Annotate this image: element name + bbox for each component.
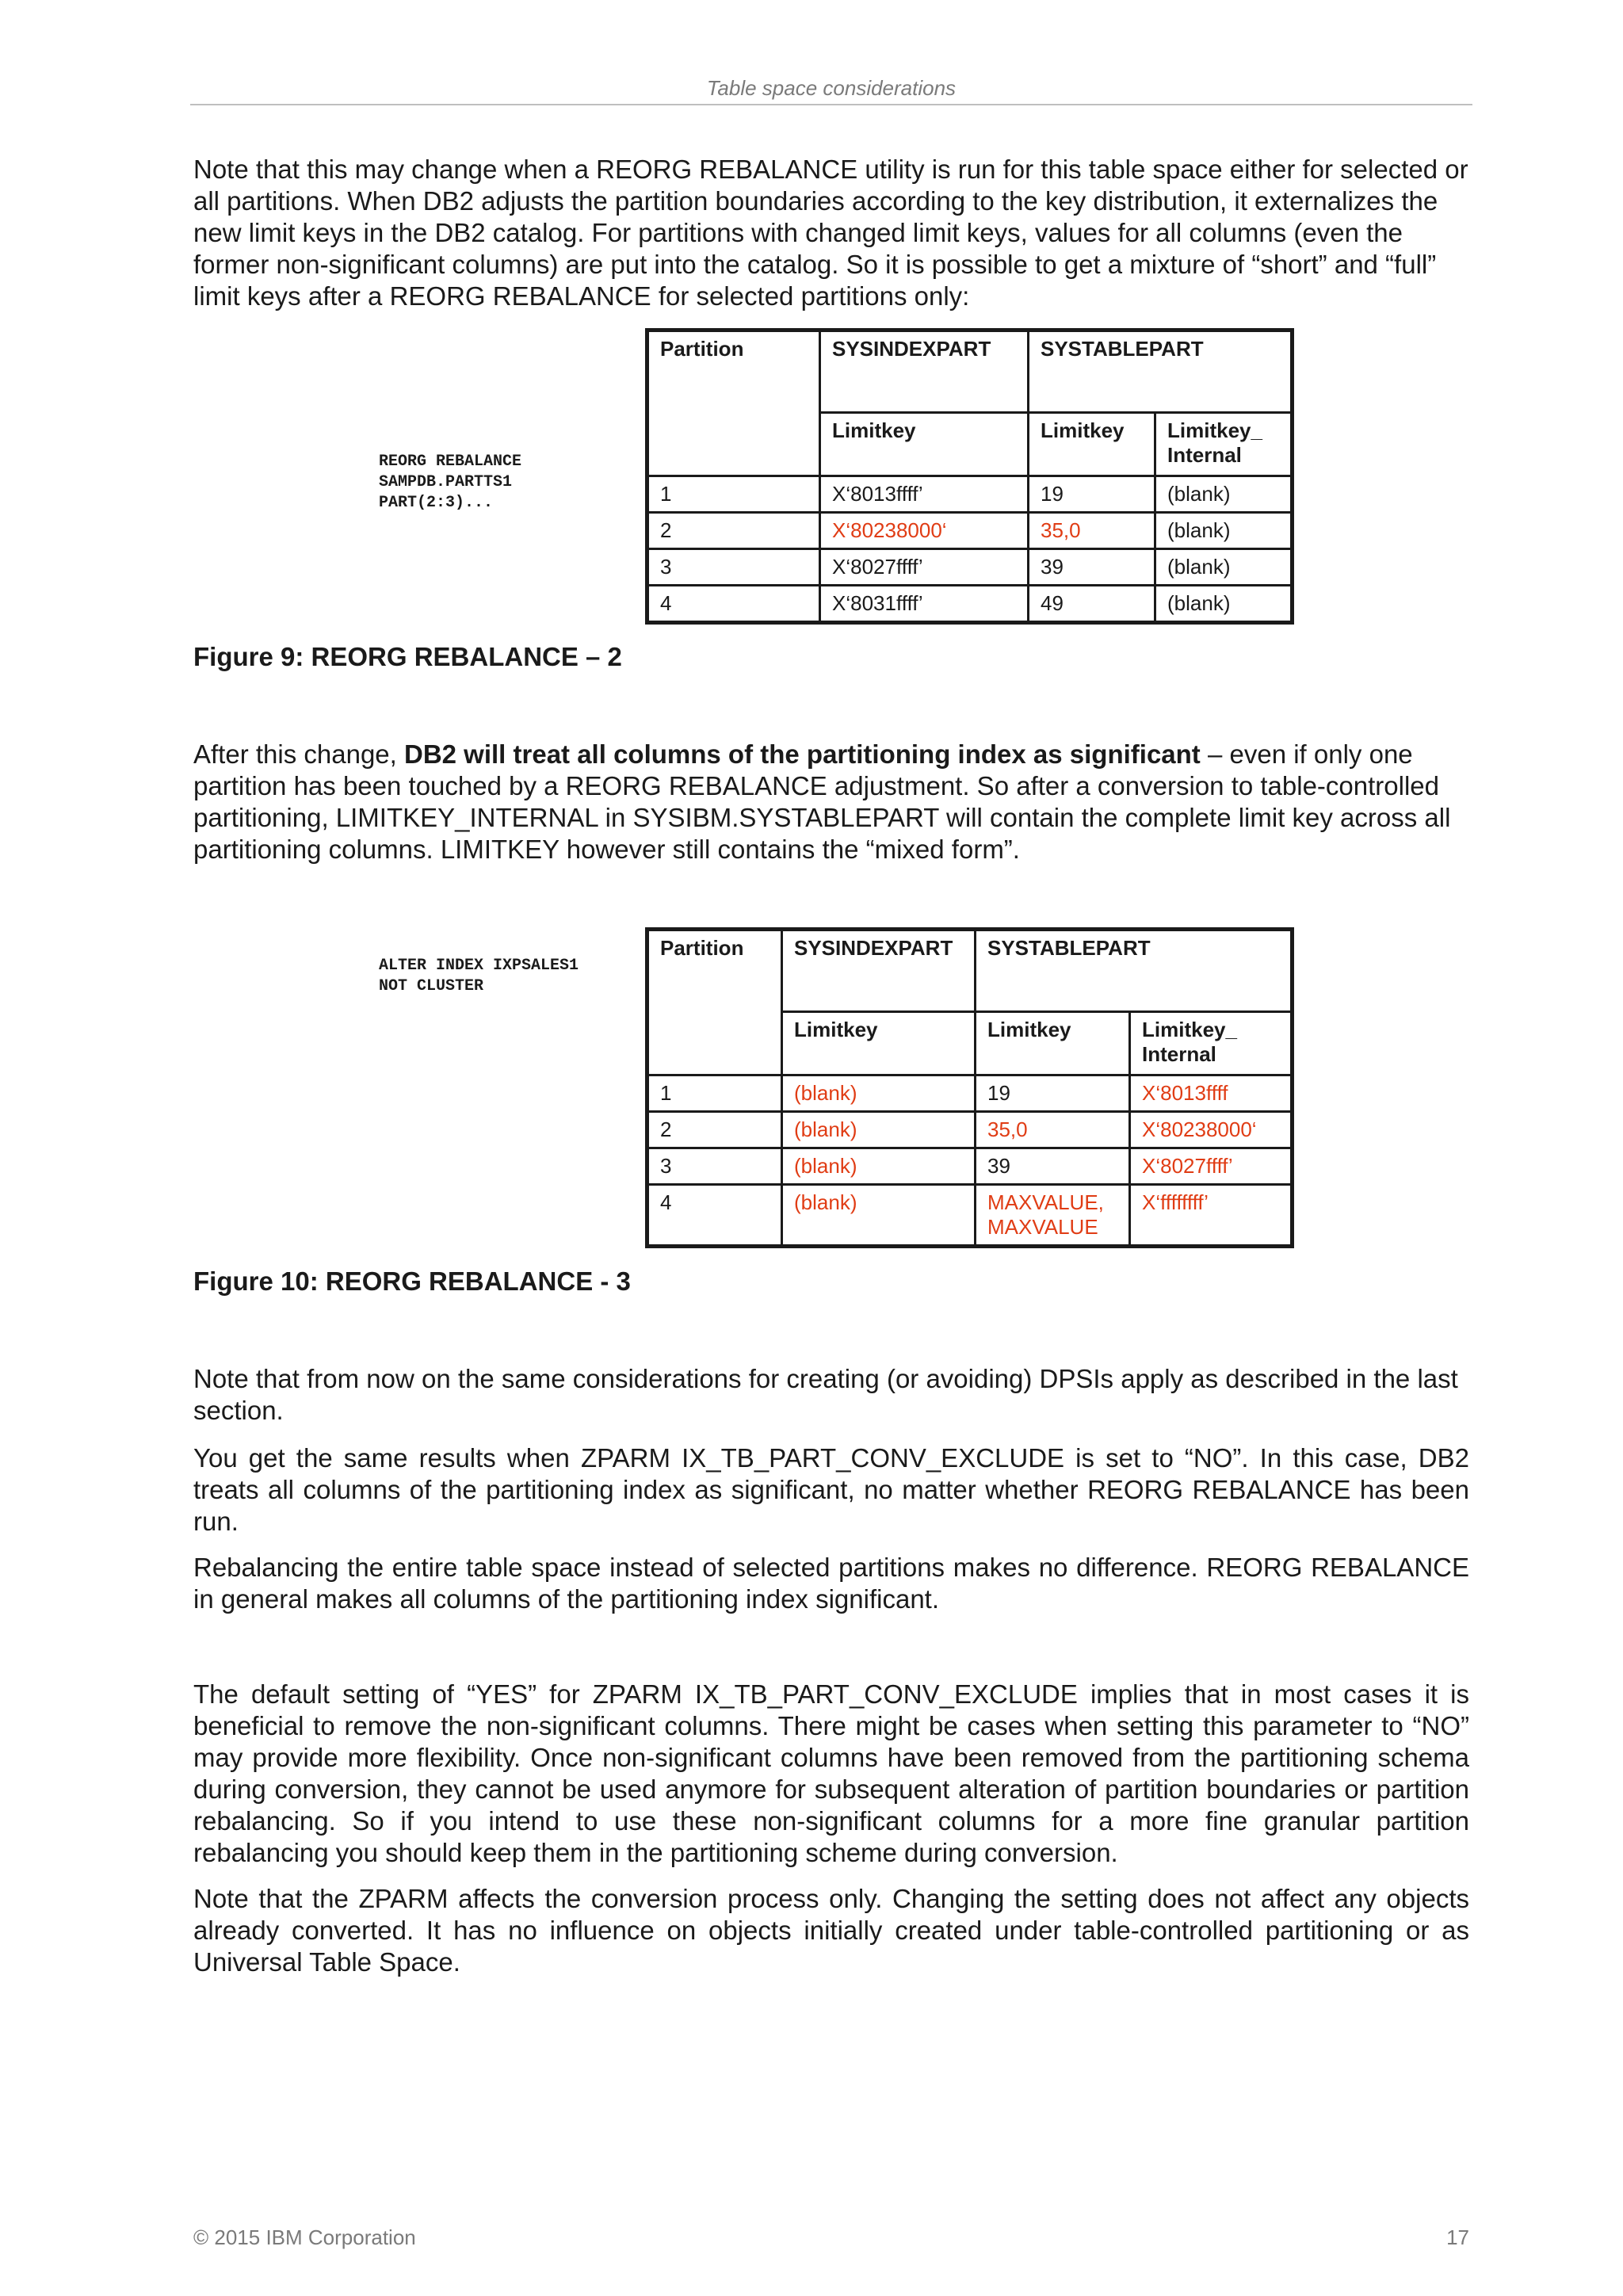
cell-index-limitkey: X‘80238000‘ — [820, 513, 1029, 549]
cell-limitkey-internal: X‘8013ffff — [1130, 1075, 1293, 1112]
subheader-table-limitkey: Limitkey — [976, 1012, 1130, 1075]
header-divider — [190, 104, 1472, 105]
table-row — [647, 1185, 1293, 1247]
cell-table-limitkey: 39 — [1029, 549, 1155, 586]
paragraph-zparm-no: You get the same results when ZPARM IX_TB_PART_CONV_EXCLUDE is set to “NO”. In this case, DB2 treats all columns of the partitioning index as significant, no matter whether REORG REBALANCE has been run. — [193, 1443, 1469, 1536]
cell-limitkey-internal: (blank) — [1155, 549, 1293, 586]
subheader-index-limitkey: Limitkey — [820, 413, 1029, 476]
code-line: REORG REBALANCE — [379, 453, 522, 471]
figure10-table — [645, 927, 1294, 1248]
paragraph-default-setting: The default setting of “YES” for ZPARM IX_TB_PART_CONV_EXCLUDE implies that in most cases it is beneficial to remove the non-significant columns. There might be cases when setting this parameter to “NO” may provide more flexibility. Once non-significant columns have been removed from the partitioning schema during conversion, they cannot be used anymore for subsequent alteration of partition boundaries or partition rebalancing. So if you intend to use these non-significant columns for a more fine granular partition rebalancing you should keep them in the partitioning scheme during conversion. — [193, 1679, 1469, 1867]
cell-partition: 4 — [647, 1185, 782, 1247]
header-sysindexpart: SYSINDEXPART — [820, 330, 1029, 413]
cell-partition: 4 — [647, 586, 820, 623]
para2-emphasis: DB2 will treat all columns of the partitioning index as significant — [403, 739, 1201, 769]
cell-limitkey-internal: X‘ffffffff’ — [1130, 1185, 1293, 1247]
header-systablepart: SYSTABLEPART — [976, 930, 1293, 1012]
cell-table-limitkey: MAXVALUE, MAXVALUE — [976, 1185, 1130, 1247]
cell-partition: 1 — [647, 476, 820, 513]
code-line: ALTER INDEX IXPSALES1 — [379, 957, 579, 975]
header-partition: Partition — [647, 930, 782, 1075]
cell-limitkey-internal: X‘8027ffff’ — [1130, 1148, 1293, 1185]
cell-table-limitkey: 39 — [976, 1148, 1130, 1185]
cell-table-limitkey: 49 — [1029, 586, 1155, 623]
cell-partition: 1 — [647, 1075, 782, 1112]
cell-partition: 2 — [647, 1112, 782, 1148]
cell-partition: 2 — [647, 513, 820, 549]
subheader-index-limitkey: Limitkey — [782, 1012, 976, 1075]
code-line: NOT CLUSTER — [379, 977, 484, 995]
footer-copyright: © 2015 IBM Corporation — [193, 2225, 416, 2249]
header-systablepart: SYSTABLEPART — [1029, 330, 1293, 413]
running-header: Table space considerations — [706, 76, 957, 100]
table-row — [647, 476, 1293, 513]
cell-table-limitkey: 19 — [976, 1075, 1130, 1112]
figure10-code-snippet — [379, 956, 579, 997]
table-row — [647, 1112, 1293, 1148]
cell-index-limitkey: X‘8013ffff’ — [820, 476, 1029, 513]
paragraph-dpsi-note: Note that from now on the same considerations for creating (or avoiding) DPSIs apply as described in the last section. — [193, 1364, 1458, 1425]
cell-table-limitkey: 35,0 — [976, 1112, 1130, 1148]
cell-index-limitkey: (blank) — [782, 1185, 976, 1247]
figure9-code-snippet — [379, 452, 521, 514]
cell-partition: 3 — [647, 1148, 782, 1185]
code-line: SAMPDB.PARTTS1 — [379, 473, 513, 491]
figure9-table — [645, 328, 1294, 625]
code-line: PART(2:3)... — [379, 494, 494, 512]
paragraph-zparm-effect: Note that the ZPARM affects the conversion process only. Changing the setting does not affect any objects already converted. It has no influence on objects initially created under table-controlled partitioning or as Universal Table Space. — [193, 1884, 1469, 1977]
subheader-limitkey-internal: Limitkey_ Internal — [1130, 1012, 1293, 1075]
table-row — [647, 513, 1293, 549]
header-sysindexpart: SYSINDEXPART — [782, 930, 976, 1012]
cell-index-limitkey: (blank) — [782, 1112, 976, 1148]
cell-limitkey-internal: X‘80238000‘ — [1130, 1112, 1293, 1148]
cell-limitkey-internal: (blank) — [1155, 476, 1293, 513]
figure10-caption: Figure 10: REORG REBALANCE - 3 — [193, 1266, 631, 1296]
header-partition: Partition — [647, 330, 820, 476]
table-row — [647, 1148, 1293, 1185]
cell-index-limitkey: X‘8027ffff’ — [820, 549, 1029, 586]
paragraph-reorg-intro: Note that this may change when a REORG REBALANCE utility is run for this table space either for selected or all partitions. When DB2 adjusts the partition boundaries according to the key distribution, it externalizes the new limit keys in the DB2 catalog. For partitions with changed limit keys, values for all columns (even the former non-significant columns) are put into the catalog. So it is possible to get a mixture of “short” and “full” limit keys after a REORG REBALANCE for selected partitions only: — [193, 155, 1468, 311]
cell-limitkey-internal: (blank) — [1155, 513, 1293, 549]
cell-limitkey-internal: (blank) — [1155, 586, 1293, 623]
paragraph-rebalancing: Rebalancing the entire table space instead of selected partitions makes no difference. REORG REBALANCE in general makes all columns of the partitioning index significant. — [193, 1553, 1469, 1614]
table-row — [647, 549, 1293, 586]
cell-index-limitkey: (blank) — [782, 1148, 976, 1185]
paragraph-treat-significant — [193, 739, 1469, 865]
table-row — [647, 1075, 1293, 1112]
cell-table-limitkey: 19 — [1029, 476, 1155, 513]
para2-text-after: – even if only one partition has been touched by a REORG REBALANCE adjustment. So after a conversion to table-controlled partitioning, LIMITKEY_INTERNAL in SYSIBM.SYSTABLEPART will contain the complete limit key across all partitioning columns. LIMITKEY however still contains the “mixed form”. — [193, 739, 1451, 864]
para2-text-before: After this change, — [193, 739, 404, 769]
cell-index-limitkey: (blank) — [782, 1075, 976, 1112]
figure9-caption: Figure 9: REORG REBALANCE – 2 — [193, 642, 622, 671]
table-row — [647, 586, 1293, 623]
cell-table-limitkey: 35,0 — [1029, 513, 1155, 549]
subheader-limitkey-internal: Limitkey_ Internal — [1155, 413, 1293, 476]
cell-partition: 3 — [647, 549, 820, 586]
subheader-table-limitkey: Limitkey — [1029, 413, 1155, 476]
page-number: 17 — [1446, 2225, 1469, 2249]
cell-index-limitkey: X‘8031ffff’ — [820, 586, 1029, 623]
